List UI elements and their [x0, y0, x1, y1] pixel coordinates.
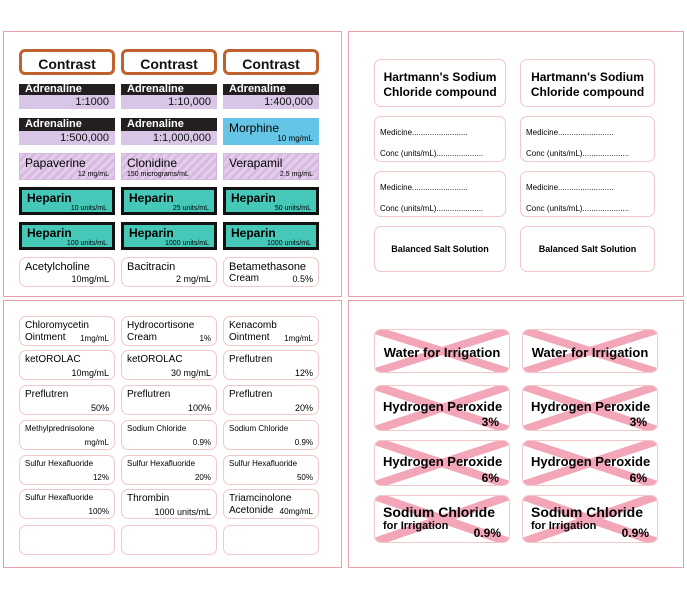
drug-conc: 30 mg/mL — [170, 368, 211, 378]
drug-name: ketOROLAC — [127, 354, 183, 365]
drug-conc: 1mg/mL — [80, 334, 109, 343]
medicine-field[interactable]: Medicine......................... — [380, 128, 468, 137]
balanced-salt-label[interactable] — [520, 226, 655, 272]
drug-label[interactable] — [121, 385, 217, 415]
label-sheet-anaesthetic — [3, 31, 342, 297]
adrenaline-label[interactable] — [19, 118, 115, 145]
label-sheet-irrigation — [348, 300, 684, 568]
drug-name-2: Acetonide — [229, 505, 274, 516]
label-text: Contrast — [242, 56, 300, 72]
drug-label[interactable] — [121, 350, 217, 380]
label-text: Water for Irrigation — [383, 345, 501, 360]
drug-name: Heparin — [231, 191, 276, 205]
peroxide-3-label[interactable] — [374, 385, 510, 431]
drug-name: Adrenaline — [121, 118, 217, 131]
drug-conc: 12% — [92, 473, 109, 482]
blank-medicine-label[interactable] — [520, 171, 655, 217]
medicine-field[interactable]: Medicine......................... — [380, 183, 468, 192]
drug-conc: 2 mg/mL — [175, 274, 211, 284]
papaverine-label[interactable] — [19, 153, 115, 180]
label-line-2: Chloride compound — [383, 85, 497, 99]
blank-medicine-label[interactable] — [374, 116, 506, 162]
label-line-1: Hartmann's Sodium — [383, 70, 497, 84]
medicine-field[interactable]: Medicine......................... — [526, 128, 614, 137]
drug-ratio: 1:400,000 — [223, 96, 319, 109]
drug-name: Clonidine — [127, 156, 178, 170]
drug-label[interactable] — [19, 385, 115, 415]
drug-name: Verapamil — [229, 156, 283, 170]
label-conc: 0.9% — [473, 526, 501, 540]
drug-ratio: 1:500,000 — [19, 132, 115, 145]
medicine-field[interactable]: Medicine......................... — [526, 183, 614, 192]
label-conc: 6% — [629, 471, 647, 485]
drug-name: Heparin — [27, 191, 72, 205]
drug-name: Kenacomb — [229, 320, 277, 331]
drug-label[interactable] — [121, 489, 217, 519]
drug-conc: 2.5 mg/mL — [279, 171, 313, 178]
drug-label[interactable] — [19, 350, 115, 380]
drug-name: Sulfur Hexafluoride — [229, 459, 298, 468]
drug-name: Heparin — [231, 226, 276, 240]
blank-label[interactable] — [19, 525, 115, 555]
drug-conc: 150 micrograms/mL — [127, 171, 189, 178]
label-subtext: for Irrigation — [383, 520, 449, 532]
acetylcholine-label[interactable] — [19, 257, 115, 287]
label-conc: 0.9% — [621, 526, 649, 540]
drug-name: Chloromycetin — [25, 320, 89, 331]
water-irrigation-label[interactable] — [522, 329, 658, 373]
drug-name: Heparin — [129, 226, 174, 240]
hartmanns-label[interactable] — [520, 59, 655, 107]
heparin-label[interactable] — [19, 187, 115, 215]
sodium-irrigation-label[interactable] — [522, 495, 658, 543]
label-text: Contrast — [38, 56, 96, 72]
drug-name: Adrenaline — [19, 118, 115, 131]
drug-name: Betamethasone — [229, 261, 307, 273]
drug-ratio: 1:1000 — [19, 96, 115, 109]
adrenaline-label[interactable] — [121, 84, 217, 109]
drug-name: Sodium Chloride — [229, 424, 289, 433]
label-text: Hydrogen Peroxide — [383, 399, 503, 414]
heparin-label[interactable] — [121, 187, 217, 215]
drug-label[interactable] — [223, 385, 319, 415]
drug-label[interactable] — [121, 316, 217, 346]
peroxide-3-label[interactable] — [522, 385, 658, 431]
drug-conc: 1% — [199, 334, 211, 343]
drug-conc: 1000 units/mL — [267, 240, 311, 247]
drug-name: Preflutren — [127, 389, 171, 400]
label-sheet-fluids — [348, 31, 684, 297]
heparin-label[interactable] — [121, 222, 217, 250]
drug-name: Triamcinolone — [229, 493, 292, 504]
blank-label[interactable] — [121, 525, 217, 555]
drug-name: Heparin — [129, 191, 174, 205]
label-text: Balanced Salt Solution — [391, 244, 489, 254]
heparin-label[interactable] — [19, 222, 115, 250]
bacitracin-label[interactable] — [121, 257, 217, 287]
label-text: Balanced Salt Solution — [538, 244, 637, 254]
drug-conc: 50% — [296, 473, 313, 482]
drug-name: Hydrocortisone — [127, 320, 195, 331]
drug-conc: 10 units/mL — [70, 205, 107, 212]
label-conc: 3% — [629, 415, 647, 429]
conc-field[interactable]: Conc (units/mL)..................... — [380, 204, 484, 213]
drug-ratio: 1:1,000,000 — [121, 132, 217, 145]
drug-name: Papaverine — [25, 156, 86, 170]
adrenaline-label[interactable] — [121, 118, 217, 145]
drug-label[interactable] — [223, 489, 319, 519]
drug-conc: 1000 units/mL — [165, 240, 209, 247]
drug-conc: 100 units/mL — [66, 240, 107, 247]
label-text: Hydrogen Peroxide — [531, 454, 651, 469]
drug-label[interactable] — [223, 316, 319, 346]
adrenaline-label[interactable] — [223, 84, 319, 109]
label-text: Hydrogen Peroxide — [383, 454, 503, 469]
drug-label[interactable] — [223, 455, 319, 485]
label-text: Hydrogen Peroxide — [531, 399, 651, 414]
drug-name: Adrenaline — [121, 84, 217, 95]
drug-name: Methylprednisolone — [25, 424, 95, 433]
drug-conc: 100% — [88, 507, 109, 516]
drug-conc: 10mg/mL — [71, 368, 109, 378]
balanced-salt-label[interactable] — [374, 226, 506, 272]
label-text: Sodium Chloride — [531, 504, 643, 520]
label-text: Sodium Chloride — [383, 504, 495, 520]
drug-name: Adrenaline — [223, 84, 319, 95]
drug-name: Sodium Chloride — [127, 424, 187, 433]
drug-label[interactable] — [19, 316, 115, 346]
drug-name: Morphine — [229, 121, 280, 135]
drug-name: Sulfur Hexafluoride — [127, 459, 196, 468]
drug-conc: 50 units/mL — [274, 205, 311, 212]
drug-name: Preflutren — [229, 354, 273, 365]
drug-name: ketOROLAC — [25, 354, 81, 365]
contrast-label[interactable] — [121, 49, 217, 75]
hartmanns-label[interactable] — [374, 59, 506, 107]
drug-name-2: Cream — [127, 332, 158, 343]
drug-name-2: Ointment — [25, 332, 66, 343]
label-conc: 6% — [481, 471, 499, 485]
label-text: Contrast — [140, 56, 198, 72]
contrast-label[interactable] — [223, 49, 319, 75]
drug-conc: 0.5% — [292, 274, 313, 284]
drug-name: Bacitracin — [127, 261, 176, 273]
label-line-2: Chloride compound — [530, 85, 645, 99]
label-sheet-ophthalmic — [3, 300, 342, 568]
drug-conc: 12 mg/mL — [77, 171, 109, 178]
conc-field[interactable]: Conc (units/mL)..................... — [526, 204, 630, 213]
drug-conc: 20% — [194, 473, 211, 482]
drug-conc: 1mg/mL — [284, 334, 313, 343]
label-text: Water for Irrigation — [531, 345, 649, 360]
drug-label[interactable] — [223, 420, 319, 450]
drug-conc: 10 mg/mL — [277, 134, 313, 143]
drug-name: Preflutren — [229, 389, 273, 400]
drug-conc: 40mg/mL — [279, 507, 313, 516]
drug-name: Heparin — [27, 226, 72, 240]
drug-name: Sulfur Hexafluoride — [25, 493, 94, 502]
drug-conc: 0.9% — [294, 438, 313, 447]
water-irrigation-label[interactable] — [374, 329, 510, 373]
drug-conc: 0.9% — [192, 438, 211, 447]
peroxide-6-label[interactable] — [374, 440, 510, 486]
drug-conc: 25 units/mL — [172, 205, 209, 212]
morphine-label[interactable] — [223, 118, 319, 145]
drug-name: Preflutren — [25, 389, 69, 400]
sodium-irrigation-label[interactable] — [374, 495, 510, 543]
heparin-label[interactable] — [223, 222, 319, 250]
blank-medicine-label[interactable] — [520, 116, 655, 162]
blank-label[interactable] — [223, 525, 319, 555]
heparin-label[interactable] — [223, 187, 319, 215]
drug-name-2: Ointment — [229, 332, 270, 343]
conc-field[interactable]: Conc (units/mL)..................... — [526, 149, 630, 158]
drug-name: Acetylcholine — [25, 261, 90, 273]
drug-name: Sulfur Hexafluoride — [25, 459, 94, 468]
label-conc: 3% — [481, 415, 499, 429]
drug-name: Thrombin — [127, 493, 170, 504]
drug-conc: 20% — [294, 403, 313, 413]
blank-medicine-label[interactable] — [374, 171, 506, 217]
clonidine-label[interactable] — [121, 153, 217, 180]
peroxide-6-label[interactable] — [522, 440, 658, 486]
drug-label[interactable] — [121, 455, 217, 485]
label-subtext: for Irrigation — [531, 520, 597, 532]
drug-label[interactable] — [223, 350, 319, 380]
label-line-1: Hartmann's Sodium — [531, 70, 644, 84]
drug-label[interactable] — [19, 420, 115, 450]
drug-ratio: 1:10,000 — [121, 96, 217, 109]
adrenaline-label[interactable] — [19, 84, 115, 109]
drug-conc: 50% — [90, 403, 109, 413]
drug-label[interactable] — [19, 489, 115, 519]
conc-field[interactable]: Conc (units/mL)..................... — [380, 149, 484, 158]
drug-conc: 12% — [294, 368, 313, 378]
drug-name: Adrenaline — [19, 84, 115, 95]
drug-conc: 100% — [187, 403, 211, 413]
drug-conc: mg/mL — [84, 438, 109, 447]
drug-label[interactable] — [19, 455, 115, 485]
verapamil-label[interactable] — [223, 153, 319, 180]
drug-name-2: Cream — [229, 273, 260, 284]
drug-conc: 1000 units/mL — [154, 507, 211, 517]
drug-label[interactable] — [121, 420, 217, 450]
betamethasone-label[interactable] — [223, 257, 319, 287]
contrast-label[interactable] — [19, 49, 115, 75]
drug-conc: 10mg/mL — [71, 274, 109, 284]
